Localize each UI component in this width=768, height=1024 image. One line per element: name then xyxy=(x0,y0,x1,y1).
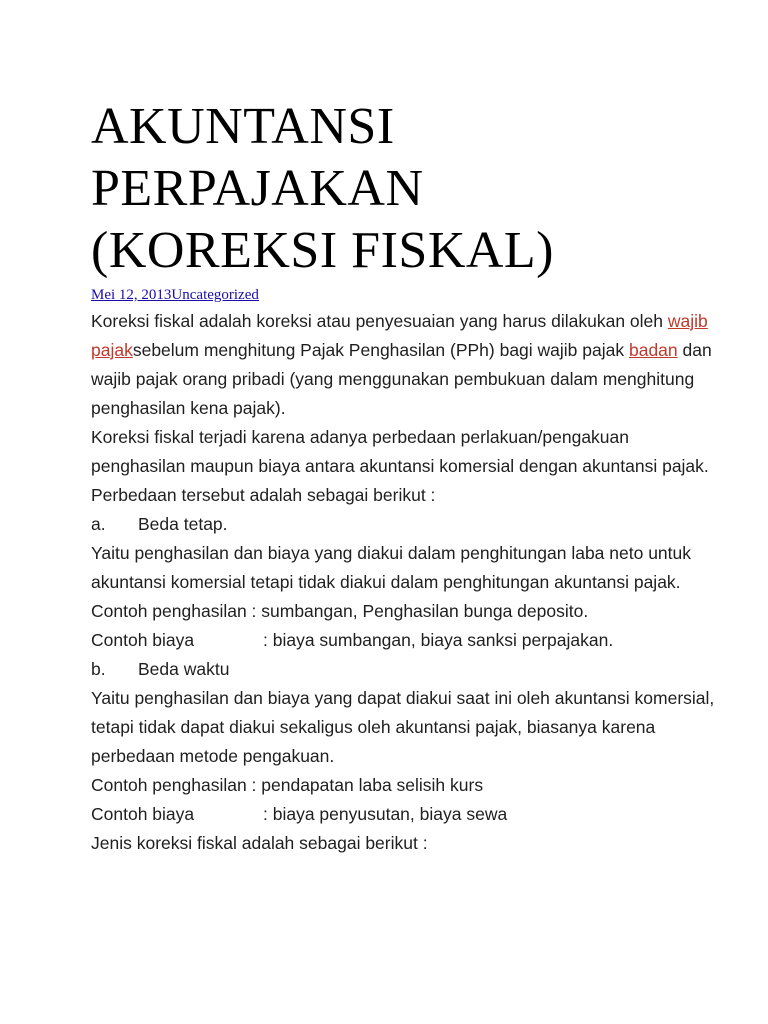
post-category-link[interactable]: Uncategorized xyxy=(171,287,259,303)
item-b-example-income xyxy=(91,771,721,800)
item-a-example-cost xyxy=(91,626,721,655)
example-value: : biaya sumbangan, biaya sanksi perpajakan. xyxy=(263,630,614,650)
post-date-link[interactable]: Mei 12, 2013 xyxy=(91,287,172,303)
list-item-b xyxy=(91,655,721,684)
list-label-b: Beda waktu xyxy=(138,659,230,679)
page-title xyxy=(91,96,721,282)
example-value: : pendapatan laba selisih kurs xyxy=(246,775,484,795)
title-line-2: PERPAJAKAN xyxy=(91,160,424,217)
example-label: Contoh penghasilan xyxy=(91,775,247,795)
intro-text-2: sebelum menghitung Pajak Penghasilan (PPh) bagi wajib pajak xyxy=(132,340,629,360)
example-label: Contoh biaya xyxy=(91,630,195,650)
intro-text-3: dan wajib pajak orang pribadi (yang menggunakan pembukuan dalam menghitung penghasilan kena pajak). xyxy=(91,340,712,418)
badan-link[interactable]: badan xyxy=(628,340,678,360)
document-page xyxy=(91,96,721,858)
intro-text-1: Koreksi fiskal adalah koreksi atau penyesuaian yang harus dilakukan oleh xyxy=(91,311,668,331)
item-a-example-income xyxy=(91,597,721,626)
item-b-example-cost xyxy=(91,800,721,829)
list-item-a xyxy=(91,510,721,539)
list-label-a: Beda tetap. xyxy=(138,514,228,534)
example-label: Contoh penghasilan : xyxy=(91,601,257,621)
paragraph-types: Jenis koreksi fiskal adalah sebagai berikut : xyxy=(91,833,428,853)
list-marker-b: b. xyxy=(91,659,106,679)
paragraph-intro xyxy=(91,307,721,423)
article-body xyxy=(91,307,721,858)
list-marker-a: a. xyxy=(91,514,106,534)
example-label: Contoh biaya xyxy=(91,804,195,824)
item-a-description: Yaitu penghasilan dan biaya yang diakui dalam penghitungan laba neto untuk akuntansi komersial tetapi tidak diakui dalam penghitungan akuntansi pajak. xyxy=(91,543,691,592)
example-value: sumbangan, Penghasilan bunga deposito. xyxy=(256,601,589,621)
item-b-description: Yaitu penghasilan dan biaya yang dapat diakui saat ini oleh akuntansi komersial, tetapi tidak dapat diakui sekaligus oleh akuntansi pajak, biasanya karena perbedaan metode pengakuan. xyxy=(91,688,715,766)
paragraph-differences: Perbedaan tersebut adalah sebagai berikut : xyxy=(91,485,436,505)
example-value: : biaya penyusutan, biaya sewa xyxy=(263,804,508,824)
paragraph-reason: Koreksi fiskal terjadi karena adanya perbedaan perlakuan/pengakuan penghasilan maupun biaya antara akuntansi komersial dengan akuntansi pajak. xyxy=(91,427,709,476)
wajib-pajak-link[interactable]: wajib pajak xyxy=(91,311,708,360)
title-line-1: AKUNTANSI xyxy=(91,98,395,155)
post-meta xyxy=(91,285,721,305)
title-line-3: (KOREKSI FISKAL) xyxy=(91,222,554,279)
